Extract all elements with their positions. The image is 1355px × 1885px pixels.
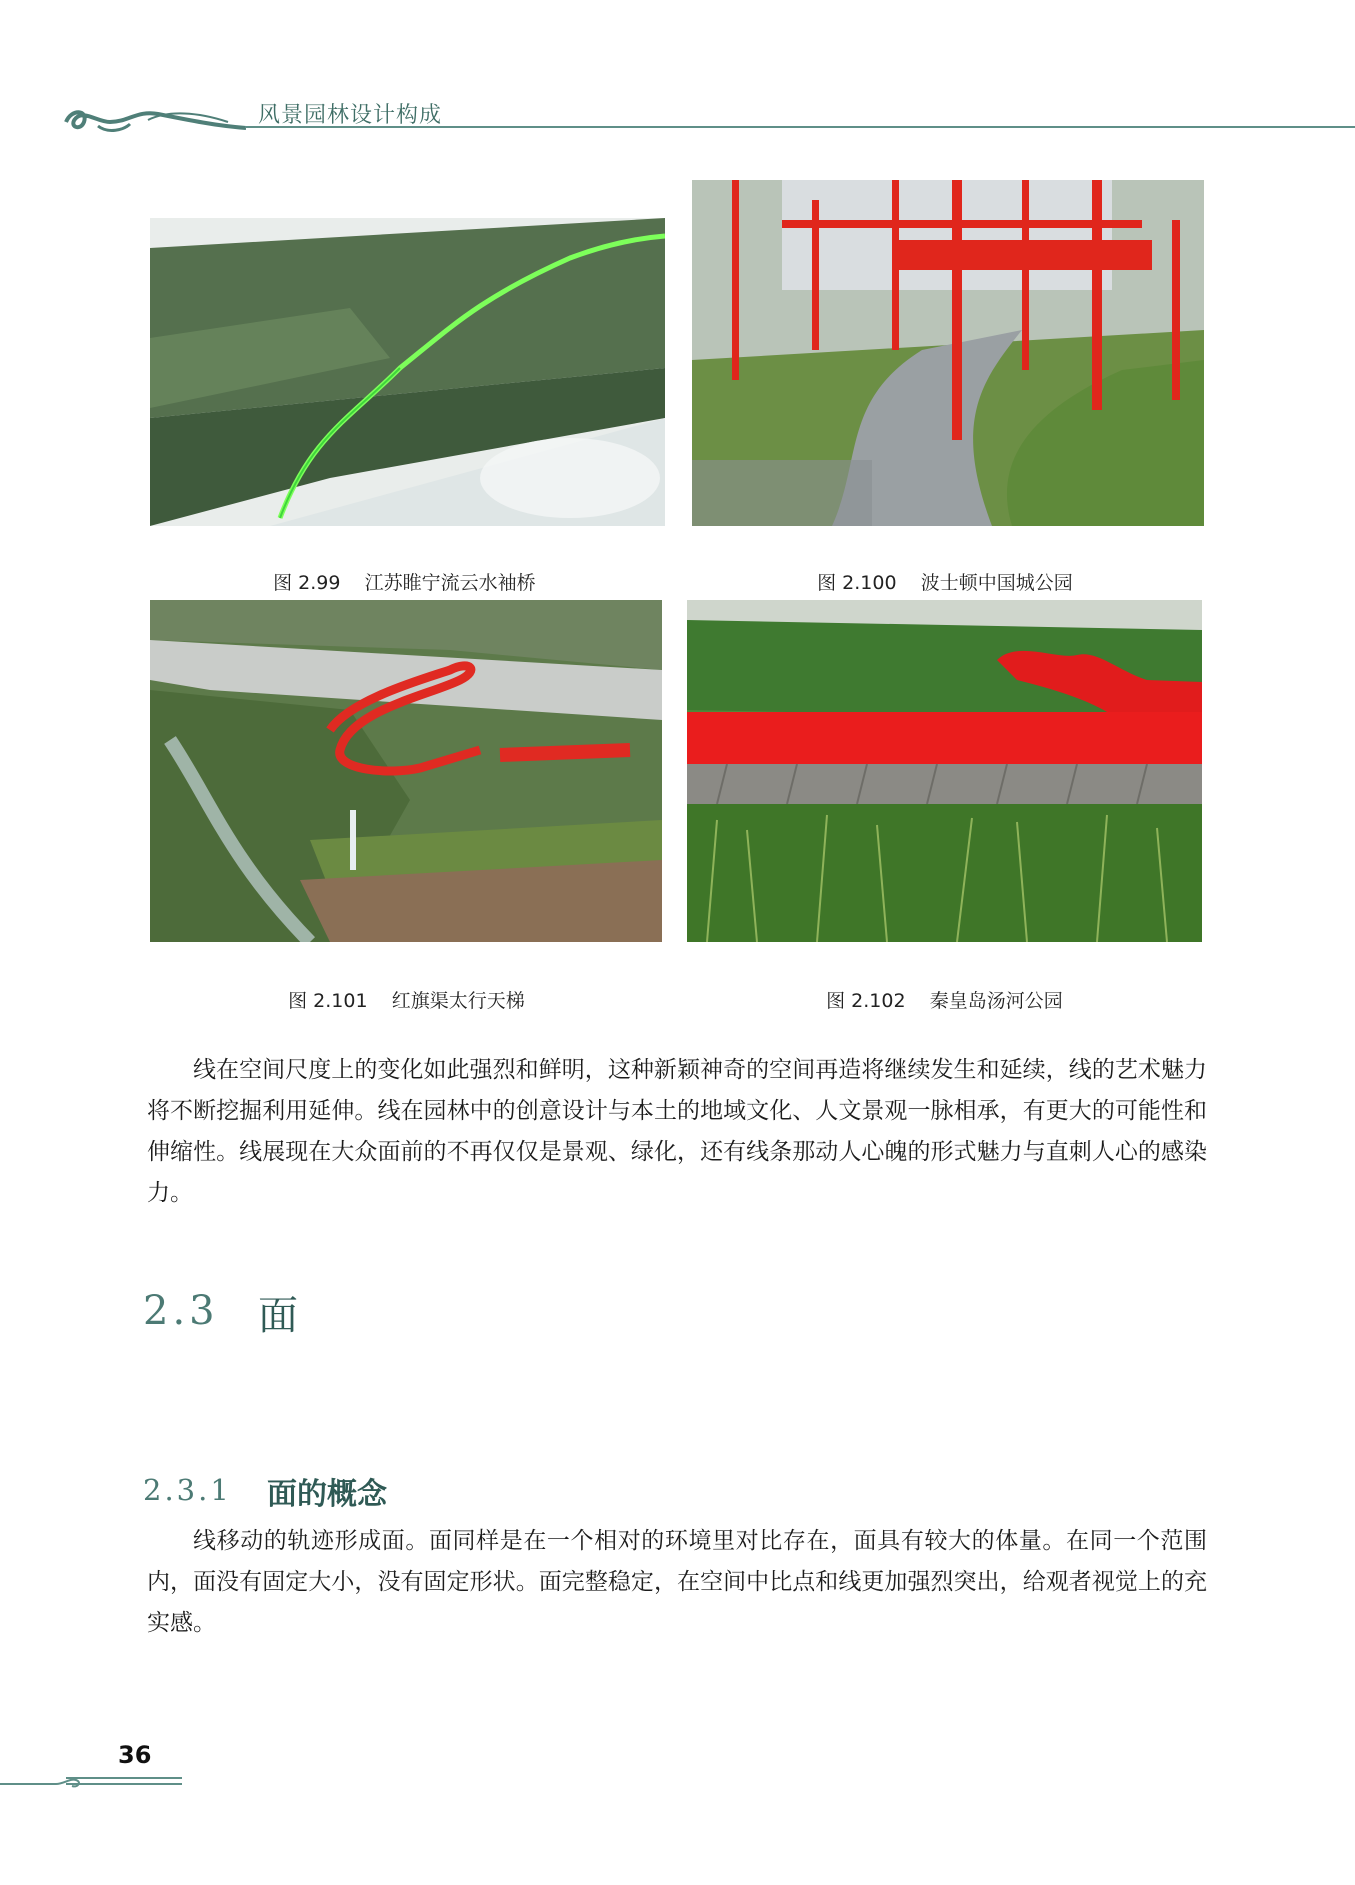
figure-2-102-caption bbox=[814, 964, 1063, 1013]
figure-2-99-photo bbox=[150, 218, 665, 526]
footer-ornament-icon bbox=[0, 1764, 185, 1794]
body-paragraph-2: 线移动的轨迹形成面。面同样是在一个相对的环境里对比存在，面具有较大的体量。在同一个范围内，面没有固定大小，没有固定形状。面完整稳定，在空间中比点和线更加强烈突出，给观者视觉上的充实感。 bbox=[147, 1528, 1207, 1636]
header-ornament-icon bbox=[58, 100, 248, 140]
figure-label: 图 2.99 bbox=[273, 572, 341, 594]
page-number: 36 bbox=[118, 1741, 152, 1769]
figure-2-101-caption bbox=[276, 964, 525, 1013]
figure-title: 秦皇岛汤河公园 bbox=[929, 990, 1063, 1012]
figure-label: 图 2.100 bbox=[817, 572, 897, 594]
figure-2-100-caption bbox=[805, 546, 1073, 595]
body-paragraph-1: 线在空间尺度上的变化如此强烈和鲜明，这种新颖神奇的空间再造将继续发生和延续，线的艺术魅力将不断挖掘利用延伸。线在园林中的创意设计与本土的地域文化、人文景观一脉相承，有更大的可能性和伸缩性。线展现在大众面前的不再仅仅是景观、绿化，还有线条那动人心魄的形式魅力与直刺人心的感染力。 bbox=[147, 1057, 1207, 1206]
section-number: 2.3 bbox=[143, 1288, 219, 1334]
figure-label: 图 2.102 bbox=[826, 990, 906, 1012]
subsection-title: 面的概念 bbox=[267, 1477, 387, 1512]
figure-title: 江苏睢宁流云水袖桥 bbox=[364, 572, 536, 594]
figure-2-102-photo bbox=[687, 600, 1202, 942]
figure-title: 红旗渠太行天梯 bbox=[391, 990, 525, 1012]
figure-title: 波士顿中国城公园 bbox=[920, 572, 1073, 594]
running-header: 风景园林设计构成 bbox=[258, 103, 443, 128]
section-title: 面 bbox=[258, 1293, 298, 1339]
subsection-number: 2.3.1 bbox=[143, 1473, 232, 1507]
figure-2-100-photo bbox=[692, 180, 1204, 526]
figure-2-101-photo bbox=[150, 600, 662, 942]
figure-2-99-caption bbox=[261, 546, 536, 595]
figure-label: 图 2.101 bbox=[288, 990, 368, 1012]
